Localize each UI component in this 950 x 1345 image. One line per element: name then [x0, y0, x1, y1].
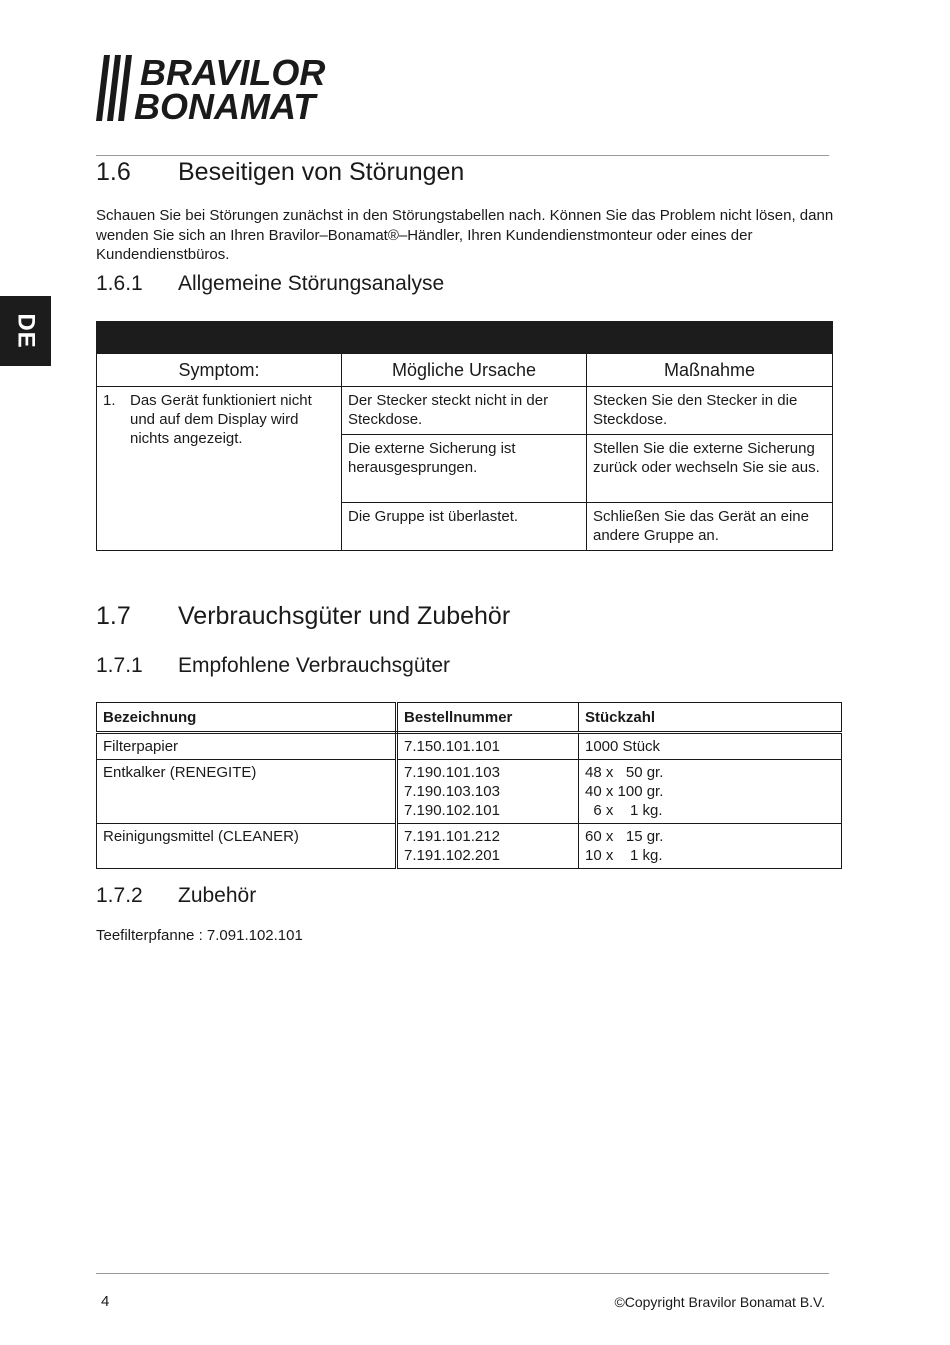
- item-name: Entkalker (RENEGITE): [97, 760, 397, 824]
- item-name: Filterpapier: [97, 733, 397, 760]
- brand-logo: [96, 55, 356, 123]
- item-quantity: 1000 Stück: [579, 733, 842, 760]
- heading-1-7-2: 1.7.2 Zubehör: [96, 884, 257, 907]
- item-quantity: 48 x 50 gr. 40 x 100 gr. 6 x 1 kg.: [579, 760, 842, 824]
- heading-1-7-1: 1.7.1 Empfohlene Verbrauchsgüter: [96, 654, 451, 677]
- fault-table: [96, 353, 833, 551]
- col-action: Maßnahme: [587, 354, 833, 387]
- copyright: ©Copyright Bravilor Bonamat B.V.: [614, 1294, 825, 1310]
- cause-cell: Die externe Sicherung ist herausgesprungen.: [342, 435, 587, 503]
- top-rule: [96, 155, 829, 156]
- heading-1-7: 1.7 Verbrauchsgüter und Zubehör: [96, 602, 511, 630]
- item-order-number: 7.190.101.103 7.190.103.103 7.190.102.101: [397, 760, 579, 824]
- col-cause: Mögliche Ursache: [342, 354, 587, 387]
- item-order-number: 7.191.101.212 7.191.102.201: [397, 824, 579, 869]
- heading-1-6-1: 1.6.1 Allgemeine Störungsanalyse: [96, 272, 445, 295]
- cause-cell: Der Stecker steckt nicht in der Steckdose.: [342, 387, 587, 435]
- action-cell: Stellen Sie die externe Sicherung zurück oder wechseln Sie sie aus.: [587, 435, 833, 503]
- language-tab: DE: [0, 296, 51, 366]
- fault-table-header-bar: [96, 321, 833, 354]
- item-order-number: 7.150.101.101: [397, 733, 579, 760]
- bottom-rule: [96, 1273, 829, 1274]
- symptom-cell: 1. Das Gerät funktioniert nicht und auf dem Display wird nichts angezeigt.: [97, 387, 342, 551]
- accessory-text: Teefilterpfanne : 7.091.102.101: [96, 927, 303, 944]
- col-designation: Bezeichnung: [97, 703, 397, 733]
- col-quantity: Stückzahl: [579, 703, 842, 733]
- intro-paragraph: Schauen Sie bei Störungen zunächst in den Störungstabellen nach. Können Sie das Problem nicht lösen, dann wenden Sie sich an Ihren Bravilor–Bonamat®–Händler, Ihren Kundendienstmonteur oder eines der Kundendienstbüros.: [96, 207, 834, 263]
- heading-1-6: 1.6 Beseitigen von Störungen: [96, 158, 465, 186]
- logo-line1: BRAVILOR: [140, 55, 326, 93]
- action-cell: Stecken Sie den Stecker in die Steckdose.: [587, 387, 833, 435]
- logo-line2: BONAMAT: [134, 86, 316, 123]
- page-number: 4: [101, 1293, 110, 1310]
- consumables-table: [96, 702, 842, 869]
- item-quantity: 60 x 15 gr. 10 x 1 kg.: [579, 824, 842, 869]
- cause-cell: Die Gruppe ist überlastet.: [342, 503, 587, 551]
- item-name: Reinigungsmittel (CLEANER): [97, 824, 397, 869]
- col-symptom: Symptom:: [97, 354, 342, 387]
- action-cell: Schließen Sie das Gerät an eine andere Gruppe an.: [587, 503, 833, 551]
- col-order-number: Bestellnummer: [397, 703, 579, 733]
